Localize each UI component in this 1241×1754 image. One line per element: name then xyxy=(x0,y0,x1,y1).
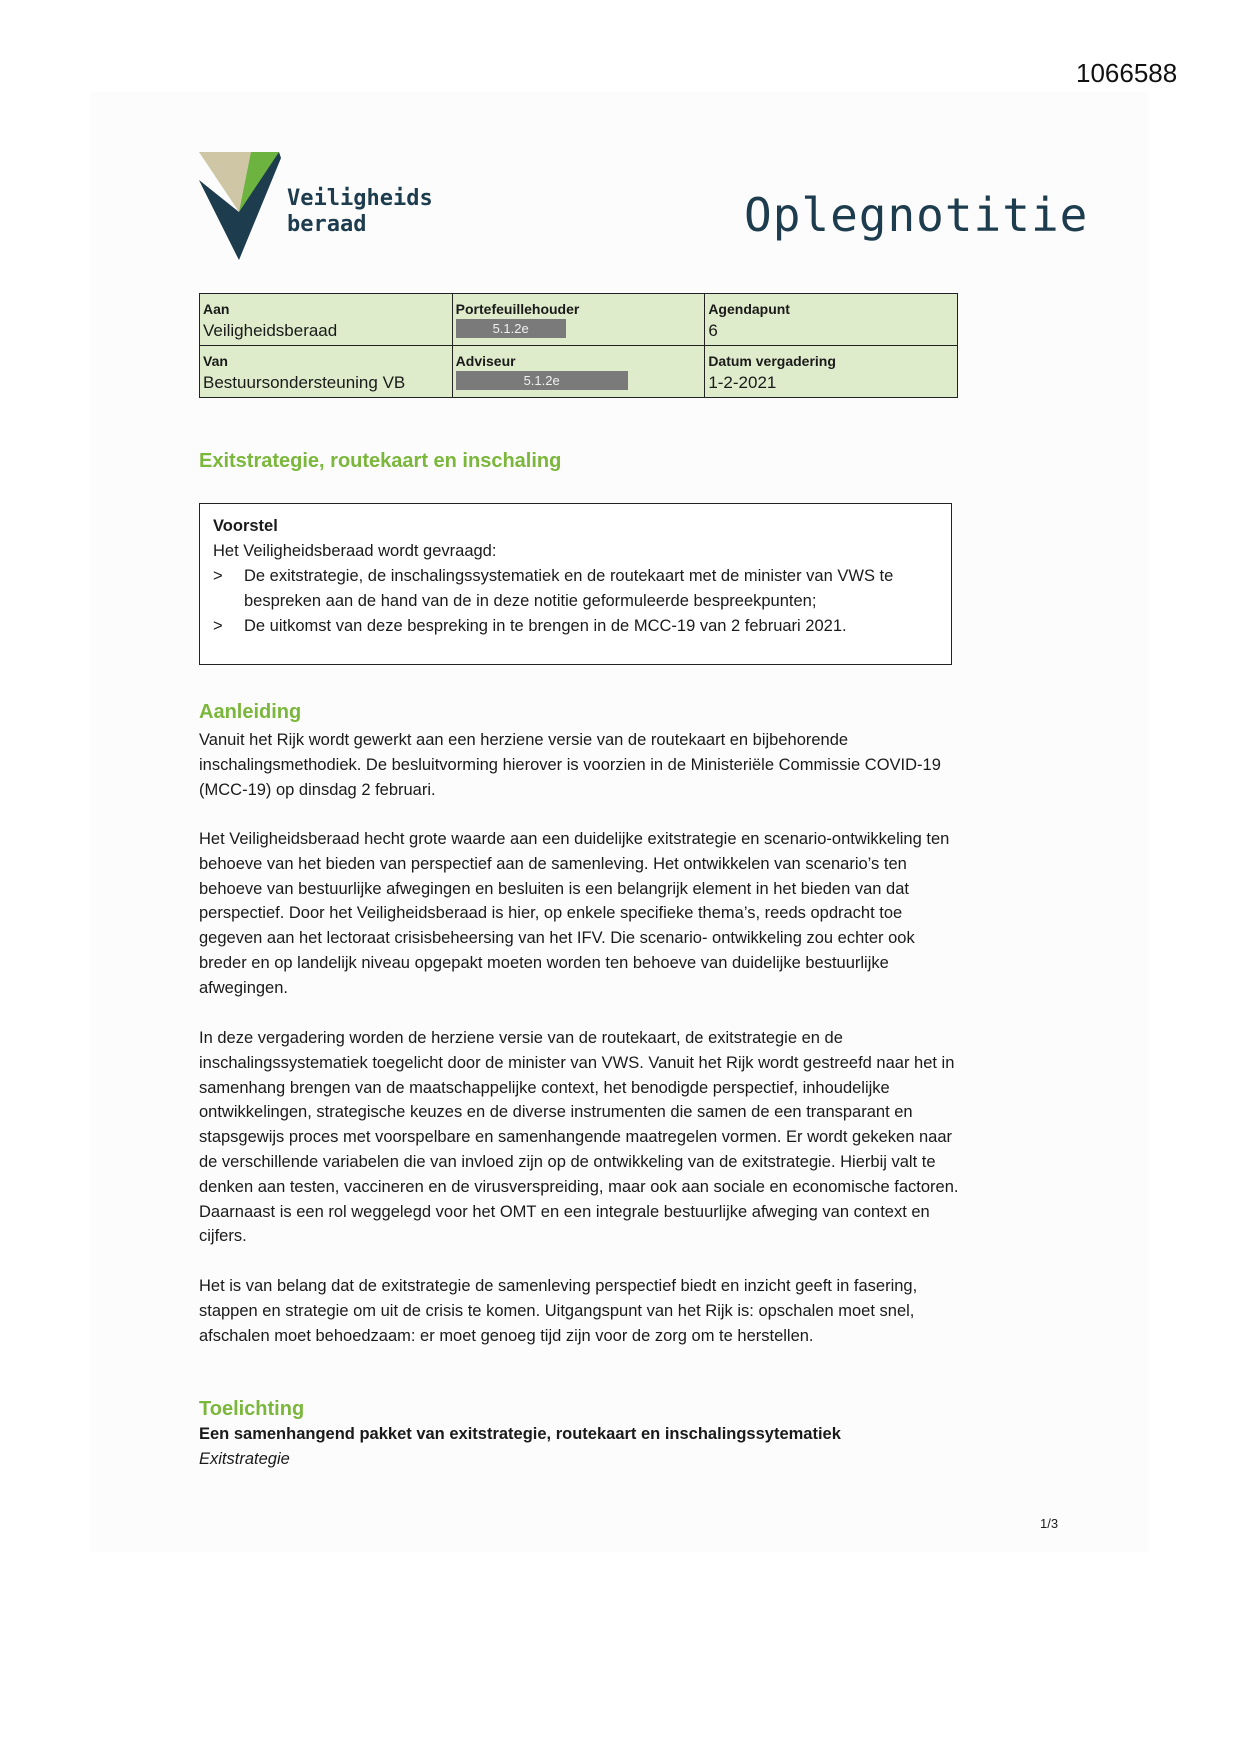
redaction-box-portefeuillehouder: 5.1.2e xyxy=(456,319,566,338)
meta-cell-adviseur xyxy=(452,346,705,398)
page-number: 1/3 xyxy=(1040,1516,1059,1531)
toelichting-italic-label: Exitstrategie xyxy=(199,1450,290,1468)
meta-label-aan: Aan xyxy=(203,301,230,317)
meta-label-agendapunt: Agendapunt xyxy=(708,301,790,317)
v-shield-icon xyxy=(199,152,281,262)
aanleiding-paragraph: Het Veiligheidsberaad hecht grote waarde aan een duidelijke exitstrategie en scenario-ontwikkeling ten behoeve van het bieden van perspectief aan de samenleving. Het ontwikkelen van scenario’s ten behoeve van bestuurlijke afwegingen en besluiten is een belangrijk element in het bieden van dat perspectief. Door het Veiligheidsberaad is hier, op enkele specifieke thema’s, reeds opdracht toe gegeven aan het lectoraat crisisbeheersing van het IFV. Die scenario- ontwikkeling zou echter ook breder en op landelijk niveau opgepakt moeten worden ten behoeve van duidelijke bestuurlijke afwegingen. xyxy=(199,830,950,997)
meta-label-datum: Datum vergadering xyxy=(708,353,836,369)
meta-label-adviseur: Adviseur xyxy=(455,353,516,369)
meta-value-datum: 1-2-2021 xyxy=(708,373,777,392)
meta-label-portefeuillehouder: Portefeuillehouder xyxy=(455,301,580,317)
meta-value-aan: Veiligheidsberaad xyxy=(203,321,338,340)
veiligheidsberaad-logo xyxy=(199,152,449,262)
aanleiding-paragraph: In deze vergadering worden de herziene versie van de routekaart, de exitstrategie en de inschalingssystematiek toegelicht door de minister van VWS. Vanuit het Rijk wordt gestreefd naar het in samenhang brengen van de maatschappelijke context, het benodigde perspectief, inhoudelijke ontwikkelingen, strategische keuzes en de diverse instrumenten die samen de een transparant en stapsgewijs proces met voorspelbare en samenhangende maatregelen vormen. Er wordt gekeken naar de verschillende variabelen die van invloed zijn op de ontwikkeling van de exitstrategie. Hierbij valt te denken aan testen, vaccineren en de virusverspreiding, maar ook aan sociale en economische factoren. Daarnaast is een rol weggelegd voor het OMT en een integrale bestuurlijke afweging van context en cijfers. xyxy=(199,1029,959,1246)
voorstel-intro: Het Veiligheidsberaad wordt gevraagd: xyxy=(213,542,497,560)
meta-value-van: Bestuursondersteuning VB xyxy=(203,373,406,392)
toelichting-heading: Toelichting xyxy=(199,1398,305,1420)
voorstel-item-text: De uitkomst van deze bespreking in te brengen in de MCC-19 van 2 februari 2021. xyxy=(244,617,847,635)
voorstel-item xyxy=(213,564,951,614)
meta-cell-aan xyxy=(200,294,453,346)
aanleiding-heading: Aanleiding xyxy=(199,701,302,723)
meta-label-van: Van xyxy=(203,353,228,369)
meta-cell-portefeuillehouder xyxy=(452,294,705,346)
metadata-table xyxy=(199,293,958,398)
voorstel-item-text: De exitstrategie, de inschalingssystematiek en de routekaart met de minister van VWS te bespreken aan de hand van de in deze notitie geformuleerde bespreekpunten; xyxy=(244,567,894,610)
logo-text-line1: Veiligheids xyxy=(287,186,433,211)
logo-text-line2: beraad xyxy=(287,212,367,237)
document-type-title: Oplegnotitie xyxy=(744,188,1089,242)
bullet-arrow-icon: > xyxy=(213,567,223,585)
meta-cell-van xyxy=(200,346,453,398)
toelichting-subheading: Een samenhangend pakket van exitstrategie, routekaart en inschalingssytematiek xyxy=(199,1425,841,1443)
meta-cell-datum xyxy=(705,346,958,398)
redaction-box-adviseur: 5.1.2e xyxy=(456,371,628,390)
voorstel-item xyxy=(213,614,951,639)
voorstel-box xyxy=(199,503,952,665)
bullet-arrow-icon: > xyxy=(213,617,223,635)
document-subject-title: Exitstrategie, routekaart en inschaling xyxy=(199,450,562,472)
meta-cell-agendapunt xyxy=(705,294,958,346)
voorstel-heading: Voorstel xyxy=(213,517,278,535)
document-id: 1066588 xyxy=(1076,58,1178,88)
meta-value-agendapunt: 6 xyxy=(708,321,718,340)
aanleiding-paragraph: Het is van belang dat de exitstrategie de samenleving perspectief biedt en inzicht geeft in fasering, stappen en strategie om uit de crisis te komen. Uitgangspunt van het Rijk is: opschalen moet snel, afschalen moet behoedzaam: er moet genoeg tijd zijn voor de zorg om te herstellen. xyxy=(199,1277,918,1345)
aanleiding-paragraph: Vanuit het Rijk wordt gewerkt aan een herziene versie van de routekaart en bijbehorende inschalingsmethodiek. De besluitvorming hierover is voorzien in de Ministeriële Commissie COVID-19 (MCC-19) op dinsdag 2 februari. xyxy=(199,731,941,799)
